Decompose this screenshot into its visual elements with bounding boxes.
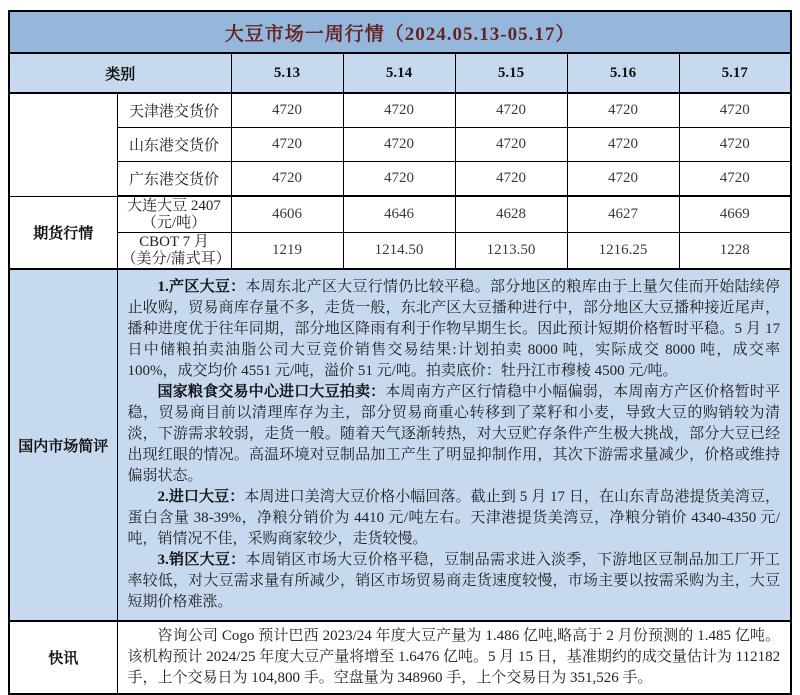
date-header: 5.13	[231, 53, 343, 93]
paragraph-lead: 1.产区大豆：	[157, 279, 246, 295]
paragraph-lead: 国家粮食交易中心进口大豆拍卖：	[157, 384, 386, 400]
futures-group-label: 期货行情	[9, 196, 117, 269]
weekly-soybean-report	[8, 10, 792, 695]
paragraph-text: 本周销区市场大豆价格平稳，豆制品需求进入淡季，下游地区豆制品加工厂开工率较低，对大豆需求量有所减少，销区市场贸易商走货速度较慢，市场主要以按需采购为主，大豆短期价格难涨。	[127, 552, 781, 610]
spot-group-cell	[9, 93, 117, 196]
price-cell: 4720	[231, 162, 343, 197]
commentary-section	[9, 269, 791, 621]
price-cell: 1219	[231, 233, 343, 270]
price-cell: 4720	[455, 93, 567, 128]
table-row	[9, 128, 791, 162]
table-row	[9, 233, 791, 270]
spot-row-name: 广东港交货价	[117, 162, 231, 197]
table-row	[9, 162, 791, 197]
date-header: 5.17	[679, 53, 791, 93]
table-row	[9, 93, 791, 128]
news-body	[117, 621, 791, 694]
price-cell: 4628	[455, 196, 567, 233]
price-cell: 4720	[567, 93, 679, 128]
paragraph-lead: 3.销区大豆：	[157, 552, 246, 568]
price-cell: 4646	[343, 196, 455, 233]
commentary-label: 国内市场简评	[9, 269, 117, 621]
date-header: 5.16	[567, 53, 679, 93]
paragraph-lead: 2.进口大豆：	[157, 489, 245, 505]
commentary-body	[117, 269, 791, 621]
price-cell: 4720	[231, 128, 343, 162]
commentary-paragraph	[128, 277, 781, 382]
futures-row-name	[117, 233, 231, 270]
futures-contract: CBOT 7 月	[139, 233, 209, 250]
price-cell: 4720	[343, 128, 455, 162]
price-cell: 4669	[679, 196, 791, 233]
header-row	[9, 53, 791, 93]
table-row	[9, 196, 791, 233]
price-cell: 4720	[567, 162, 679, 197]
spot-row-name: 山东港交货价	[117, 128, 231, 162]
date-header: 5.15	[455, 53, 567, 93]
price-cell: 4720	[343, 162, 455, 197]
paragraph-text: 本周南方产区行情稳中小幅偏弱，本周南方产区价格暂时平稳，贸易商目前以清理库存为主，部分贸易商重心转移到了菜籽和小麦，导致大豆的购销较为清淡，下游需求较弱，走货一般。随着天气逐渐转热，对大豆贮存条件产生极大挑战，部分大豆已经出现红眼的情况。高温环境对豆制品加工产生了明显抑制作用，其次下游需求量减少，价格或维持偏弱状态。	[127, 384, 781, 484]
price-cell: 4720	[231, 93, 343, 128]
price-cell: 4720	[343, 93, 455, 128]
futures-row-name	[117, 196, 231, 233]
news-label: 快讯	[9, 621, 117, 694]
paragraph-text: 本周进口美湾大豆价格小幅回落。截止到 5 月 17 日，在山东青岛港提货美湾豆，蛋白含量 38-39%，净粮分销价为 4410 元/吨左右。天津港提货美湾豆，净粮分销价 4340-4350 元/吨，销情况不佳，采购商家较少，走货较慢。	[127, 489, 781, 547]
price-cell: 1228	[679, 233, 791, 270]
commentary-paragraph	[128, 382, 781, 487]
price-cell: 4720	[455, 128, 567, 162]
news-section	[9, 621, 791, 694]
futures-unit: （美分/蒲式耳）	[121, 250, 231, 267]
price-cell: 4720	[679, 128, 791, 162]
commentary-paragraph	[128, 487, 781, 550]
spot-row-name: 天津港交货价	[117, 93, 231, 128]
price-cell: 4627	[567, 196, 679, 233]
price-cell: 4720	[567, 128, 679, 162]
price-table	[8, 10, 792, 695]
price-cell: 4606	[231, 196, 343, 233]
price-cell: 1213.50	[455, 233, 567, 270]
futures-unit: （元/吨）	[141, 214, 207, 231]
commentary-paragraph	[128, 550, 781, 613]
price-cell: 4720	[679, 93, 791, 128]
price-cell: 4720	[679, 162, 791, 197]
page-title: 大豆市场一周行情（2024.05.13-05.17）	[9, 11, 791, 53]
date-header: 5.14	[343, 53, 455, 93]
price-cell: 1214.50	[343, 233, 455, 270]
paragraph-text: 本周东北产区大豆行情仍比较平稳。部分地区的粮库由于上量欠佳而开始陆续停止收购，贸易商库存量不多，走货一般，东北产区大豆播种进行中，部分地区大豆播种接近尾声，播种进度优于往年同期，部分地区降雨有利于作物早期生长。因此预计短期价格暂时平稳。5 月 17 日中储粮拍卖油脂公司大豆竞价销售交易结果:计划拍卖 8000 吨，实际成交 8000 吨，成交率 100%，成交均价 4551 元/吨，溢价 51 元/吨。拍卖底价：牡丹江市穆棱 4500 元/吨。	[127, 279, 781, 379]
price-cell: 4720	[455, 162, 567, 197]
category-header: 类别	[9, 53, 231, 93]
price-cell: 1216.25	[567, 233, 679, 270]
news-text: 咨询公司 Cogo 预计巴西 2023/24 年度大豆产量为 1.486 亿吨,略高于 2 月份预测的 1.485 亿吨。该机构预计 2024/25 年度大豆产量将增至 1.6476 亿吨。5 月 15 日，基准期约的成交量估计为 112182 手，上个交易日为 104,800 手。空盘量为 348960 手，上个交易日为 351,526 手。	[127, 628, 781, 686]
futures-contract: 大连大豆 2407	[127, 197, 221, 214]
